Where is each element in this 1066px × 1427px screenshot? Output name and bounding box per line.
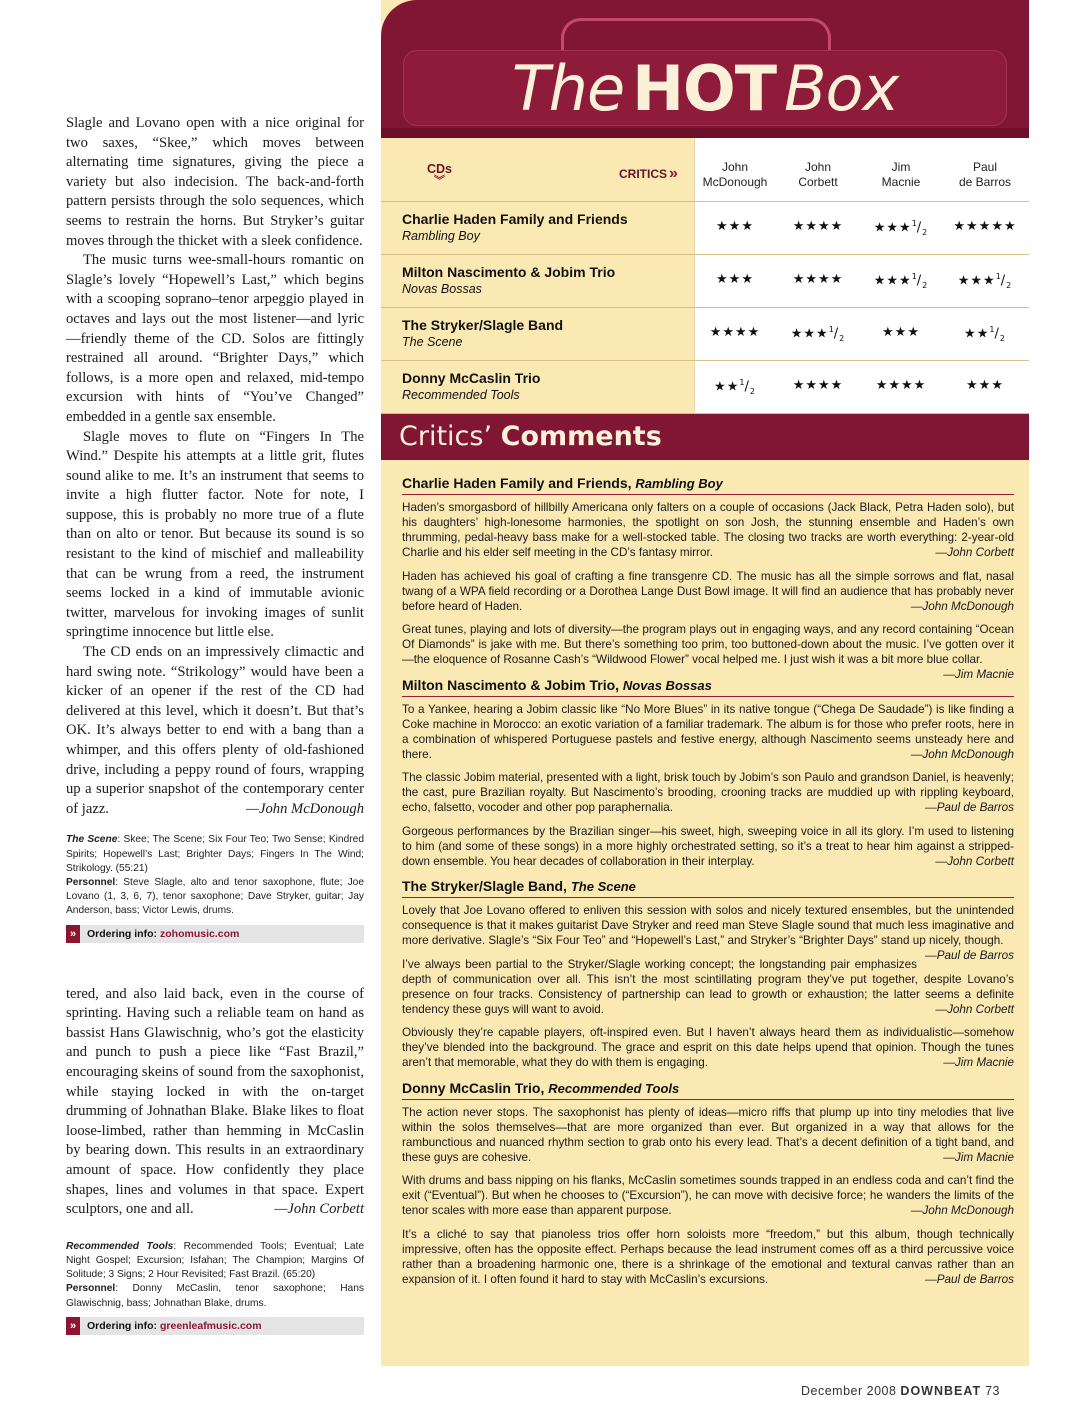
critic-byline: —Jim Macnie: [943, 1150, 1014, 1164]
track-list: [66, 1240, 364, 1283]
album-info: [402, 264, 615, 297]
star-rating: ★★★★: [792, 272, 844, 287]
ordering-link[interactable]: greenleafmusic.com: [160, 1319, 262, 1332]
critic-name: [777, 160, 859, 190]
critic-comment: [402, 957, 1014, 1017]
hot-box-title: [381, 54, 1029, 124]
comment-album-title: Recommended Tools: [548, 1080, 680, 1096]
album-info: [402, 370, 540, 403]
critic-comment: [402, 903, 1014, 962]
critic-byline: —Paul de Barros: [925, 949, 1014, 962]
comment-section-heading: [402, 1079, 1014, 1100]
left-column: [66, 114, 364, 1335]
header-bottom-rule: [381, 128, 1029, 138]
comment-section-heading: [402, 877, 1014, 898]
critic-comment: [402, 1025, 1014, 1070]
star-rating: $★★^1/_2$: [714, 378, 756, 396]
chevron-right-icon: »: [66, 1317, 80, 1335]
track-list-text: : Recommended Tools; Eventual; Late Night Gospel; Excursion; Isfahan; The Champion; Margins Of Solitude; 3 Signs; 2 Hour Revisited; Fast Brazil. (65:20): [66, 1240, 364, 1281]
critic-byline: —John McDonough: [910, 1204, 1014, 1217]
album-title: Rambling Boy: [402, 229, 480, 243]
title-part: Box: [784, 52, 899, 125]
critic-comment-text: With drums and bass nipping on his flanks, McCaslin sometimes sounds trapped in an endless coda and can’t find the exit (“Eventual”). But when he chooses to (“Excursion”), he can move with decisive force; he wanders the limits of the tenor scales with more ease than apparent purpose.: [402, 1174, 1014, 1217]
star-rating: ★★★★: [792, 378, 844, 393]
rating-row: [381, 255, 1029, 308]
star-rating: ★★★★: [709, 325, 761, 340]
album-credits: [66, 1240, 364, 1311]
review-paragraph: The music turns wee-small-hours romantic on Slagle’s lovely “Hopewell’s Last,” which begins with a scooping soprano–tenor arpeggio played in octaves and lays out the most listener—and lyric—friendly theme of the CD. Solos are fittingly restrained all around. “Brighter Days,” which follows, is a more open and relaxed, mid-tempo excursion with hints of “You’ve Changed” embedded in a gentle sax ensemble.: [66, 252, 364, 425]
ordering-link[interactable]: zohomusic.com: [160, 927, 240, 940]
comment-artist: Milton Nascimento & Jobim Trio,: [402, 676, 620, 693]
star-rating: $★★★^1/_2$: [873, 272, 929, 290]
comment-section-heading: [402, 474, 1014, 495]
album-artist: Charlie Haden Family and Friends: [402, 211, 628, 227]
track-list-label: Recommended Tools: [66, 1240, 174, 1252]
critic-first-name: John: [804, 160, 832, 174]
critics-comments-title-2: Comments: [500, 421, 662, 452]
critic-comment-text: Haden has achieved his goal of crafting a fine transgenre CD. The music has all the simple sorrows and flat, nasal twang of a WPA field recording or a Dorothea Lange Dust Bowl image. It will find an audience that has probably never before heard of Haden.: [402, 569, 1014, 613]
critics-comments-title: [399, 420, 662, 454]
album-artist: Milton Nascimento & Jobim Trio: [402, 264, 616, 280]
ratings-rows: [381, 202, 1029, 414]
critic-last-name: Corbett: [798, 175, 838, 189]
folio-page-number: 73: [985, 1384, 1000, 1398]
critic-comment-text: The action never stops. The saxophonist has plenty of ideas—micro riffs that plump up into tiny melodies that live within the solos themselves—that are more organized than ever. But organized in a way that allows for the rambunctious and nuanced rhythm section to grab onto his every lead. That’s a decent definition of a tight band, and these guys are cohesive.: [402, 1105, 1014, 1164]
critic-name: [944, 160, 1026, 190]
critic-comment: [402, 569, 1014, 614]
review-paragraph-text: The CD ends on an impressively climactic and hard swing note. “Strikology” would have been a kicker of an opener if the rest of the CD had delivered at this level, which it doesn’t. But that’s OK. It’s always better to end with a bang than a whimper, and this offers plenty of old-fashioned drive, including a peppy round of fours, wrapping up a superior snapshot of the contemporary center of jazz.: [66, 644, 364, 817]
hot-box-header: [381, 0, 1029, 138]
critic-comment: [402, 1105, 1014, 1165]
critic-name: [694, 160, 776, 190]
critic-comment-text: Great tunes, playing and lots of diversity—the program plays out in engaging ways, and any record containing “Ocean Of Diamonds” is jake with me. But there’s something too prim, too buttoned-down about the music. I’ve gotten over it—the eloquence of Rosanne Cash’s “Wildwood Flower” vocal helped me. I just wish it was a bit more blue collar.: [402, 623, 1014, 666]
comment-album-title: The Scene: [570, 879, 636, 894]
critic-byline: —John Corbett: [935, 854, 1014, 868]
comment-section-heading: [402, 676, 1014, 697]
comment-album-title: Novas Bossas: [622, 677, 712, 693]
critic-last-name: de Barros: [958, 175, 1012, 189]
star-rating: ★★★★★: [953, 219, 1017, 234]
album-title: Novas Bossas: [402, 282, 482, 296]
album-info: [402, 211, 628, 244]
critic-byline: —John McDonough: [910, 599, 1014, 613]
critic-byline: —Jim Macnie: [943, 1056, 1014, 1069]
critic-comment: [402, 1173, 1014, 1218]
review-paragraph: [66, 643, 364, 819]
album-title: The Scene: [402, 335, 463, 349]
ratings-table: [381, 138, 1029, 414]
review-signature: —John Corbett: [274, 1201, 364, 1218]
personnel: [66, 876, 364, 919]
critic-byline: —Paul de Barros: [925, 801, 1014, 814]
critic-comment: [402, 622, 1014, 681]
ordering-info: [66, 925, 364, 943]
review-stryker-slagle-text: [66, 114, 364, 819]
comment-album-title: Rambling Boy: [635, 476, 723, 491]
critic-name: [860, 160, 942, 190]
star-rating: ★★★: [966, 378, 1004, 393]
ratings-header: [381, 138, 1029, 202]
critic-comment-text: It’s a cliché to say that pianoless trios offer horn soloists more “freedom,” but this album, though technically impressive, often has the opposite effect. Perhaps because the lead instrument comes off as a third percussive voice rather than a broadening harmonic one, there is a shrinkage of the emotional and textural canvas rather than an expansion of it. I often found it hard to stay with McCaslin’s excursions.: [402, 1227, 1014, 1286]
review-paragraph: Slagle and Lovano open with a nice original for two saxes, “Skee,” which moves between alternating time signatures, giving the piece a variety but also indecision. The back-and-forth pattern persists through the solo sequences, which seems to restrain the horns. But Stryker’s guitar moves through the thicket with a sleek confidence.: [66, 115, 364, 249]
star-rating: $★★★^1/_2$: [957, 272, 1013, 290]
critic-comment: [402, 824, 1014, 869]
star-rating: ★★★★: [792, 219, 844, 234]
track-list-label: The Scene: [66, 834, 118, 846]
critic-last-name: McDonough: [702, 175, 768, 189]
critic-comment-text: Lovely that Joe Lovano offered to enliven this session with solos and nicely textured ensembles, but the unintended consequence is that it makes guitarist Dave Stryker and reed man Steve Slagle sound that much less imaginative and more derivative. Slagle’s “Six Four Teo” and “Hopewell’s Last,” and Stryker’s “Brighter Days” stand up nicely, though.: [402, 904, 1014, 947]
critic-first-name: Paul: [972, 160, 998, 174]
comment-artist: Charlie Haden Family and Friends,: [402, 475, 632, 491]
folio-magazine: DOWNBEAT: [900, 1384, 982, 1398]
critic-first-name: Jim: [891, 160, 911, 174]
critic-comment: [402, 770, 1014, 815]
ordering-info: [66, 1317, 364, 1335]
critic-last-name: Macnie: [881, 175, 921, 189]
rating-row: [381, 202, 1029, 255]
critic-comment: [402, 500, 1014, 560]
album-artist: The Stryker/Slagle Band: [402, 317, 564, 333]
review-signature: —John McDonough: [246, 800, 364, 817]
star-rating: ★★★: [882, 325, 920, 340]
critic-comment-text: Obviously they’re capable players, oft-inspired even. But I haven’t always heard them as individualistic—somehow they’ve blended into the background. The grace and esprit on this date helps upend that opinion. Though the tunes aren’t that memorable, what they do with them is engaging.: [402, 1026, 1014, 1069]
review-paragraph: Slagle moves to flute on “Fingers In The Wind.” Despite his attempts at a little grit, flutes sound alike to me. It’s an instrument that seems to invite a high flutter factor. Note for note, I suppose, this is probably no more true of a flute than on alto or tenor. But because its sound is so resistant to the kind of mischief and malleability that can be wrung from a reed, the instrument seems locked in a kind of immutable avionic twitter, marvelous for invoking images of sunlit springtime innocence but little else.: [66, 428, 364, 641]
critics-label-text: CRITICS: [619, 167, 667, 181]
track-list: [66, 833, 364, 876]
chevron-right-icon: »: [66, 925, 80, 943]
critic-comment-text: I’ve always been partial to the Stryker/Slagle working concept; the longstanding pair emphasizes depth of communication over all. This isn’t the most scintillating program they’ve put together, despite Lovano’s presence on four tracks. Consistency of partnership can lead to growth or exhaustion; the latter seems a definite tendency these guys will want to avoid.: [402, 957, 1014, 1016]
critics-comments-title-1: Critics’: [399, 421, 493, 452]
critic-byline: —Jim Macnie: [943, 668, 1014, 681]
review-mccaslin-text: [66, 985, 364, 1220]
critic-comment-text: Haden’s smorgasbord of hillbilly Americana only falters on a couple of occasions (Jack Black, Petra Haden solo), but his daughters’ high-lonesome harmonies, the spotlight on son Josh, the stunning ensemble and Haden’s own thrumming, pedal-heavy bass make for a well-stocked table. The closing two tracks are worth everything: 2-year-old Charlie and his elder self meeting in the CD’s fantasy mirror.: [402, 501, 1014, 559]
star-rating: $★★★^1/_2$: [790, 325, 846, 343]
title-part: The: [511, 52, 625, 125]
page-folio: [801, 1384, 1000, 1398]
critic-comment-text: The classic Jobim material, presented with a light, brisk touch by Jobim’s son Paulo and grandson Daniel, is heavenly; the cast, pure Brazilian royalty. But Nascimento’s brooding, crooning tracks are muddied up with rippling keyboard, echo, falsetto, vocoder and other pop paraphernalia.: [402, 771, 1014, 814]
star-rating: ★★★★: [875, 378, 927, 393]
personnel-text: : Donny McCaslin, tenor saxophone; Hans Glawischnig, bass; Johnathan Blake, drums.: [66, 1283, 364, 1309]
hot-box: [381, 0, 1029, 1366]
title-part: HOT: [632, 52, 777, 125]
chevron-down-icon: ︾: [434, 175, 445, 187]
review-paragraph-text: tered, and also laid back, even in the course of sprinting. Having such a reliable team on hand as bassist Hans Glawischnig, who’s got the elasticity and punch to push a piece like “Fast Brazil,” encouraging skeins of sound from the saxophonist, while staying locked in with the on-target drumming of Johnathan Blake. Blake likes to float loose-limbed, rather than hemming in McCaslin by bearing down. This results in an extraordinary amount of space. How confidently they place shapes, lines and volumes in that space. Expert sculptors, one and all.: [66, 985, 364, 1218]
cds-label: [427, 162, 452, 186]
critic-comment: [402, 1227, 1014, 1287]
critic-byline: —John McDonough: [910, 747, 1014, 761]
critics-comments-header: [381, 414, 1029, 460]
comment-section: [402, 474, 1014, 681]
comment-artist: The Stryker/Slagle Band,: [402, 878, 567, 894]
rating-row: [381, 361, 1029, 414]
comment-section: [402, 877, 1014, 1070]
personnel-label: Personnel: [66, 1283, 116, 1295]
personnel: [66, 1282, 364, 1310]
comment-section: [402, 676, 1014, 869]
critic-byline: —John Corbett: [935, 546, 1014, 559]
chevron-right-icon: »: [669, 165, 678, 182]
album-artist: Donny McCaslin Trio: [402, 370, 541, 386]
personnel-text: : Steve Slagle, alto and tenor saxophone, flute; Joe Lovano (1, 3, 6, 7), tenor saxophone; Dave Stryker, guitar; Jay Anderson, bass; Victor Lewis, drums.: [66, 876, 364, 917]
comment-artist: Donny McCaslin Trio,: [402, 1079, 545, 1096]
critic-comment: [402, 702, 1014, 762]
star-rating: $★★^1/_2$: [964, 325, 1006, 343]
rating-row: [381, 308, 1029, 361]
critic-comment-text: Gorgeous performances by the Brazilian singer—his sweet, high, sweeping voice in all its glory. I’m used to listening to him (and some of these songs) in a more highly orchestrated setting, so it’s a treat to hear him against a stripped-down ensemble. You hear decades of collaboration in their interplay.: [402, 824, 1014, 868]
star-rating: ★★★: [716, 219, 754, 234]
comment-section: [402, 1079, 1014, 1287]
track-list-text: : Skee; The Scene; Six Four Teo; Two Sense; Kindred Spirits; Hopewell’s Last; Brighter Days; Fingers In The Wind; Strikology. (55:21): [66, 834, 364, 874]
critic-byline: —Paul de Barros: [925, 1272, 1014, 1286]
critic-comment-text: To a Yankee, hearing a Jobim classic like “No More Blues” in its native tongue (“Chega De Saudade”) is like finding a Coke machine in Morocco: an exotic variation of a familiar trademark. The album is for those who prefer roots, here in a combination of whispered Portuguese pastels and festive energy, although Nascimento seems unsteady here and there.: [402, 702, 1014, 761]
ordering-label: Ordering info:: [87, 1319, 157, 1332]
folio-date: December 2008: [800, 1384, 897, 1398]
album-info: [402, 317, 563, 350]
critic-first-name: John: [721, 160, 749, 174]
ordering-label: Ordering info:: [87, 927, 157, 940]
personnel-label: Personnel: [66, 876, 116, 888]
album-title: Recommended Tools: [402, 388, 520, 402]
critic-byline: —John Corbett: [935, 1002, 1014, 1016]
star-rating: $★★★^1/_2$: [873, 219, 929, 237]
album-credits: [66, 833, 364, 918]
review-paragraph: [66, 985, 364, 1220]
critics-comments: [402, 474, 1014, 1295]
star-rating: ★★★: [716, 272, 754, 287]
cds-label-text: CDs: [427, 162, 453, 176]
critics-label: [619, 165, 678, 183]
